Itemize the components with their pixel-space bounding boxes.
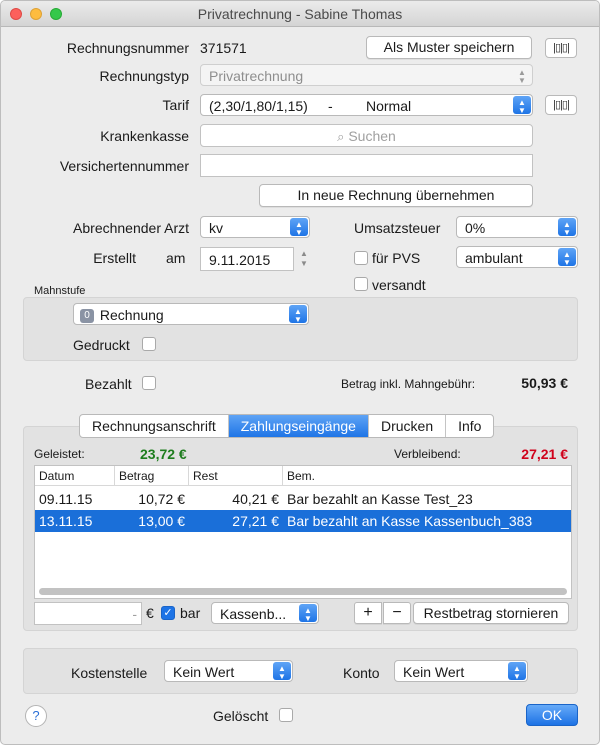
bar-label: bar (180, 605, 201, 621)
title-bar[interactable] (1, 1, 599, 27)
tab-drucken[interactable]: Drucken (369, 415, 446, 437)
table-header (35, 466, 571, 486)
konto-select[interactable] (394, 660, 528, 682)
search-icon: ⌕ (337, 129, 345, 144)
column-header-datum[interactable]: Datum (35, 466, 115, 485)
tab-rechnungsanschrift[interactable]: Rechnungsanschrift (80, 415, 229, 437)
krankenkasse-label: Krankenkasse (100, 128, 189, 144)
konto-label: Konto (343, 665, 380, 681)
cancel-remaining-amount-button[interactable]: Restbetrag stornieren (413, 602, 569, 624)
tarif-separator: - (328, 98, 333, 114)
chevron-updown-icon: ▲ ▼ (290, 218, 308, 236)
transfer-to-new-invoice-button[interactable]: In neue Rechnung übernehmen (259, 184, 533, 207)
cell-bem: Bar bezahlt an Kasse Test_23 (287, 491, 473, 507)
umsatzsteuer-value: 0% (465, 220, 486, 236)
mahnstufe-level-badge: 0 (80, 309, 94, 323)
tab-info[interactable]: Info (458, 418, 482, 434)
euro-sign: € (146, 605, 154, 621)
rechnungstyp-select[interactable] (200, 64, 533, 86)
chevron-updown-icon: ▲ ▼ (289, 305, 307, 323)
chevron-updown-icon: ▲ ▼ (299, 604, 317, 622)
table-row-selected[interactable] (35, 510, 571, 532)
kostenstelle-label: Kostenstelle (71, 665, 148, 681)
rechnungstyp-value: Privatrechnung (209, 68, 304, 84)
rechnungsnummer-value: 371571 (200, 40, 247, 56)
kasse-value: Kassenb... (220, 606, 287, 622)
tarif-select[interactable] (200, 94, 533, 116)
arzt-value: kv (209, 220, 223, 236)
fuer-pvs-label: für PVS (372, 250, 421, 266)
bar-checkbox[interactable] (161, 606, 175, 620)
payment-amount-input[interactable] (34, 602, 142, 625)
save-as-template-button[interactable]: Als Muster speichern (366, 36, 532, 59)
remove-payment-button[interactable]: − (383, 602, 411, 624)
chevron-updown-icon: ▲ ▼ (508, 662, 526, 680)
bezahlt-checkbox[interactable] (142, 376, 156, 390)
versandt-label: versandt (372, 277, 426, 293)
column-header-betrag[interactable]: Betrag (115, 466, 189, 485)
cell-datum: 09.11.15 (39, 491, 93, 507)
mahnstufe-value: Rechnung (99, 307, 164, 323)
ok-button[interactable]: OK (526, 704, 578, 726)
tab-bar (79, 414, 494, 438)
rechnungsnummer-label: Rechnungsnummer (66, 40, 189, 56)
erstellt-label: Erstellt (93, 250, 136, 266)
add-payment-button[interactable]: + (354, 602, 382, 624)
chevron-updown-icon: ▲ ▼ (558, 248, 576, 266)
versichertennummer-input[interactable] (200, 154, 533, 177)
verbleibend-value: 27,21 € (521, 446, 568, 462)
chevron-updown-icon: ▲ ▼ (273, 662, 291, 680)
tarif-value: (2,30/1,80/1,15) (209, 98, 308, 114)
date-stepper-icon[interactable]: ▲ ▼ (300, 249, 308, 268)
versandt-checkbox[interactable] (354, 277, 368, 291)
mahnstufe-select[interactable] (73, 303, 309, 325)
payment-amount-hint: - (132, 606, 137, 622)
umsatzsteuer-select[interactable] (456, 216, 578, 238)
tarif-name: Normal (366, 98, 412, 114)
barcode-icon[interactable]: |▯|▯| (545, 38, 577, 58)
cell-rest: 40,21 € (232, 491, 279, 507)
verbleibend-label: Verbleibend: (394, 447, 461, 461)
erstellt-date-field[interactable]: 9.11.2015 (200, 247, 294, 271)
betrag-inkl-value: 50,93 € (521, 375, 568, 391)
ambulant-select[interactable] (456, 246, 578, 268)
geleistet-label: Geleistet: (34, 447, 85, 461)
krankenkasse-search-placeholder: Suchen (348, 128, 396, 144)
table-row[interactable] (35, 488, 571, 510)
mahnstufe-label: Mahnstufe (34, 285, 86, 297)
tarif-label: Tarif (162, 97, 189, 113)
bezahlt-label: Bezahlt (85, 376, 132, 392)
checkmark-icon: ✓ (163, 607, 173, 619)
cell-bem: Bar bezahlt an Kasse Kassenbuch_383 (287, 513, 533, 529)
cell-datum: 13.11.15 (39, 513, 93, 529)
am-label: am (166, 250, 186, 266)
window-title: Privatrechnung - Sabine Thomas (197, 6, 403, 22)
geloescht-checkbox[interactable] (279, 708, 293, 722)
rechnungstyp-label: Rechnungstyp (99, 68, 189, 84)
arzt-select[interactable] (200, 216, 310, 238)
abrechnender-arzt-label: Abrechnender Arzt (73, 220, 189, 236)
geleistet-value: 23,72 € (140, 446, 187, 462)
konto-value: Kein Wert (403, 664, 465, 680)
column-header-bem[interactable]: Bem. (287, 469, 316, 483)
ambulant-value: ambulant (465, 250, 523, 266)
umsatzsteuer-label: Umsatzsteuer (354, 220, 441, 236)
cell-betrag: 10,72 € (138, 491, 185, 507)
kostenstelle-value: Kein Wert (173, 664, 235, 680)
column-header-rest[interactable]: Rest (189, 466, 283, 485)
horizontal-scrollbar[interactable] (39, 588, 567, 595)
gedruckt-checkbox[interactable] (142, 337, 156, 351)
fuer-pvs-checkbox[interactable] (354, 251, 368, 265)
geloescht-label: Gelöscht (213, 708, 269, 724)
cell-betrag: 13,00 € (138, 513, 185, 529)
gedruckt-label: Gedruckt (73, 337, 130, 353)
kostenstelle-select[interactable] (164, 660, 293, 682)
krankenkasse-search-input[interactable] (200, 124, 533, 147)
payments-table (34, 465, 572, 599)
help-button[interactable]: ? (25, 705, 47, 727)
chevron-updown-icon: ▲ ▼ (558, 218, 576, 236)
versichertennummer-label: Versichertennummer (59, 158, 189, 174)
tab-zahlungseingaenge[interactable]: Zahlungseingänge (229, 415, 369, 437)
barcode-icon[interactable]: |▯|▯| (545, 95, 577, 115)
chevron-updown-icon: ▲ ▼ (518, 68, 526, 85)
betrag-inkl-label: Betrag inkl. Mahngebühr: (341, 377, 476, 391)
chevron-updown-icon: ▲ ▼ (513, 96, 531, 114)
cell-rest: 27,21 € (232, 513, 279, 529)
kasse-select[interactable] (211, 602, 319, 624)
